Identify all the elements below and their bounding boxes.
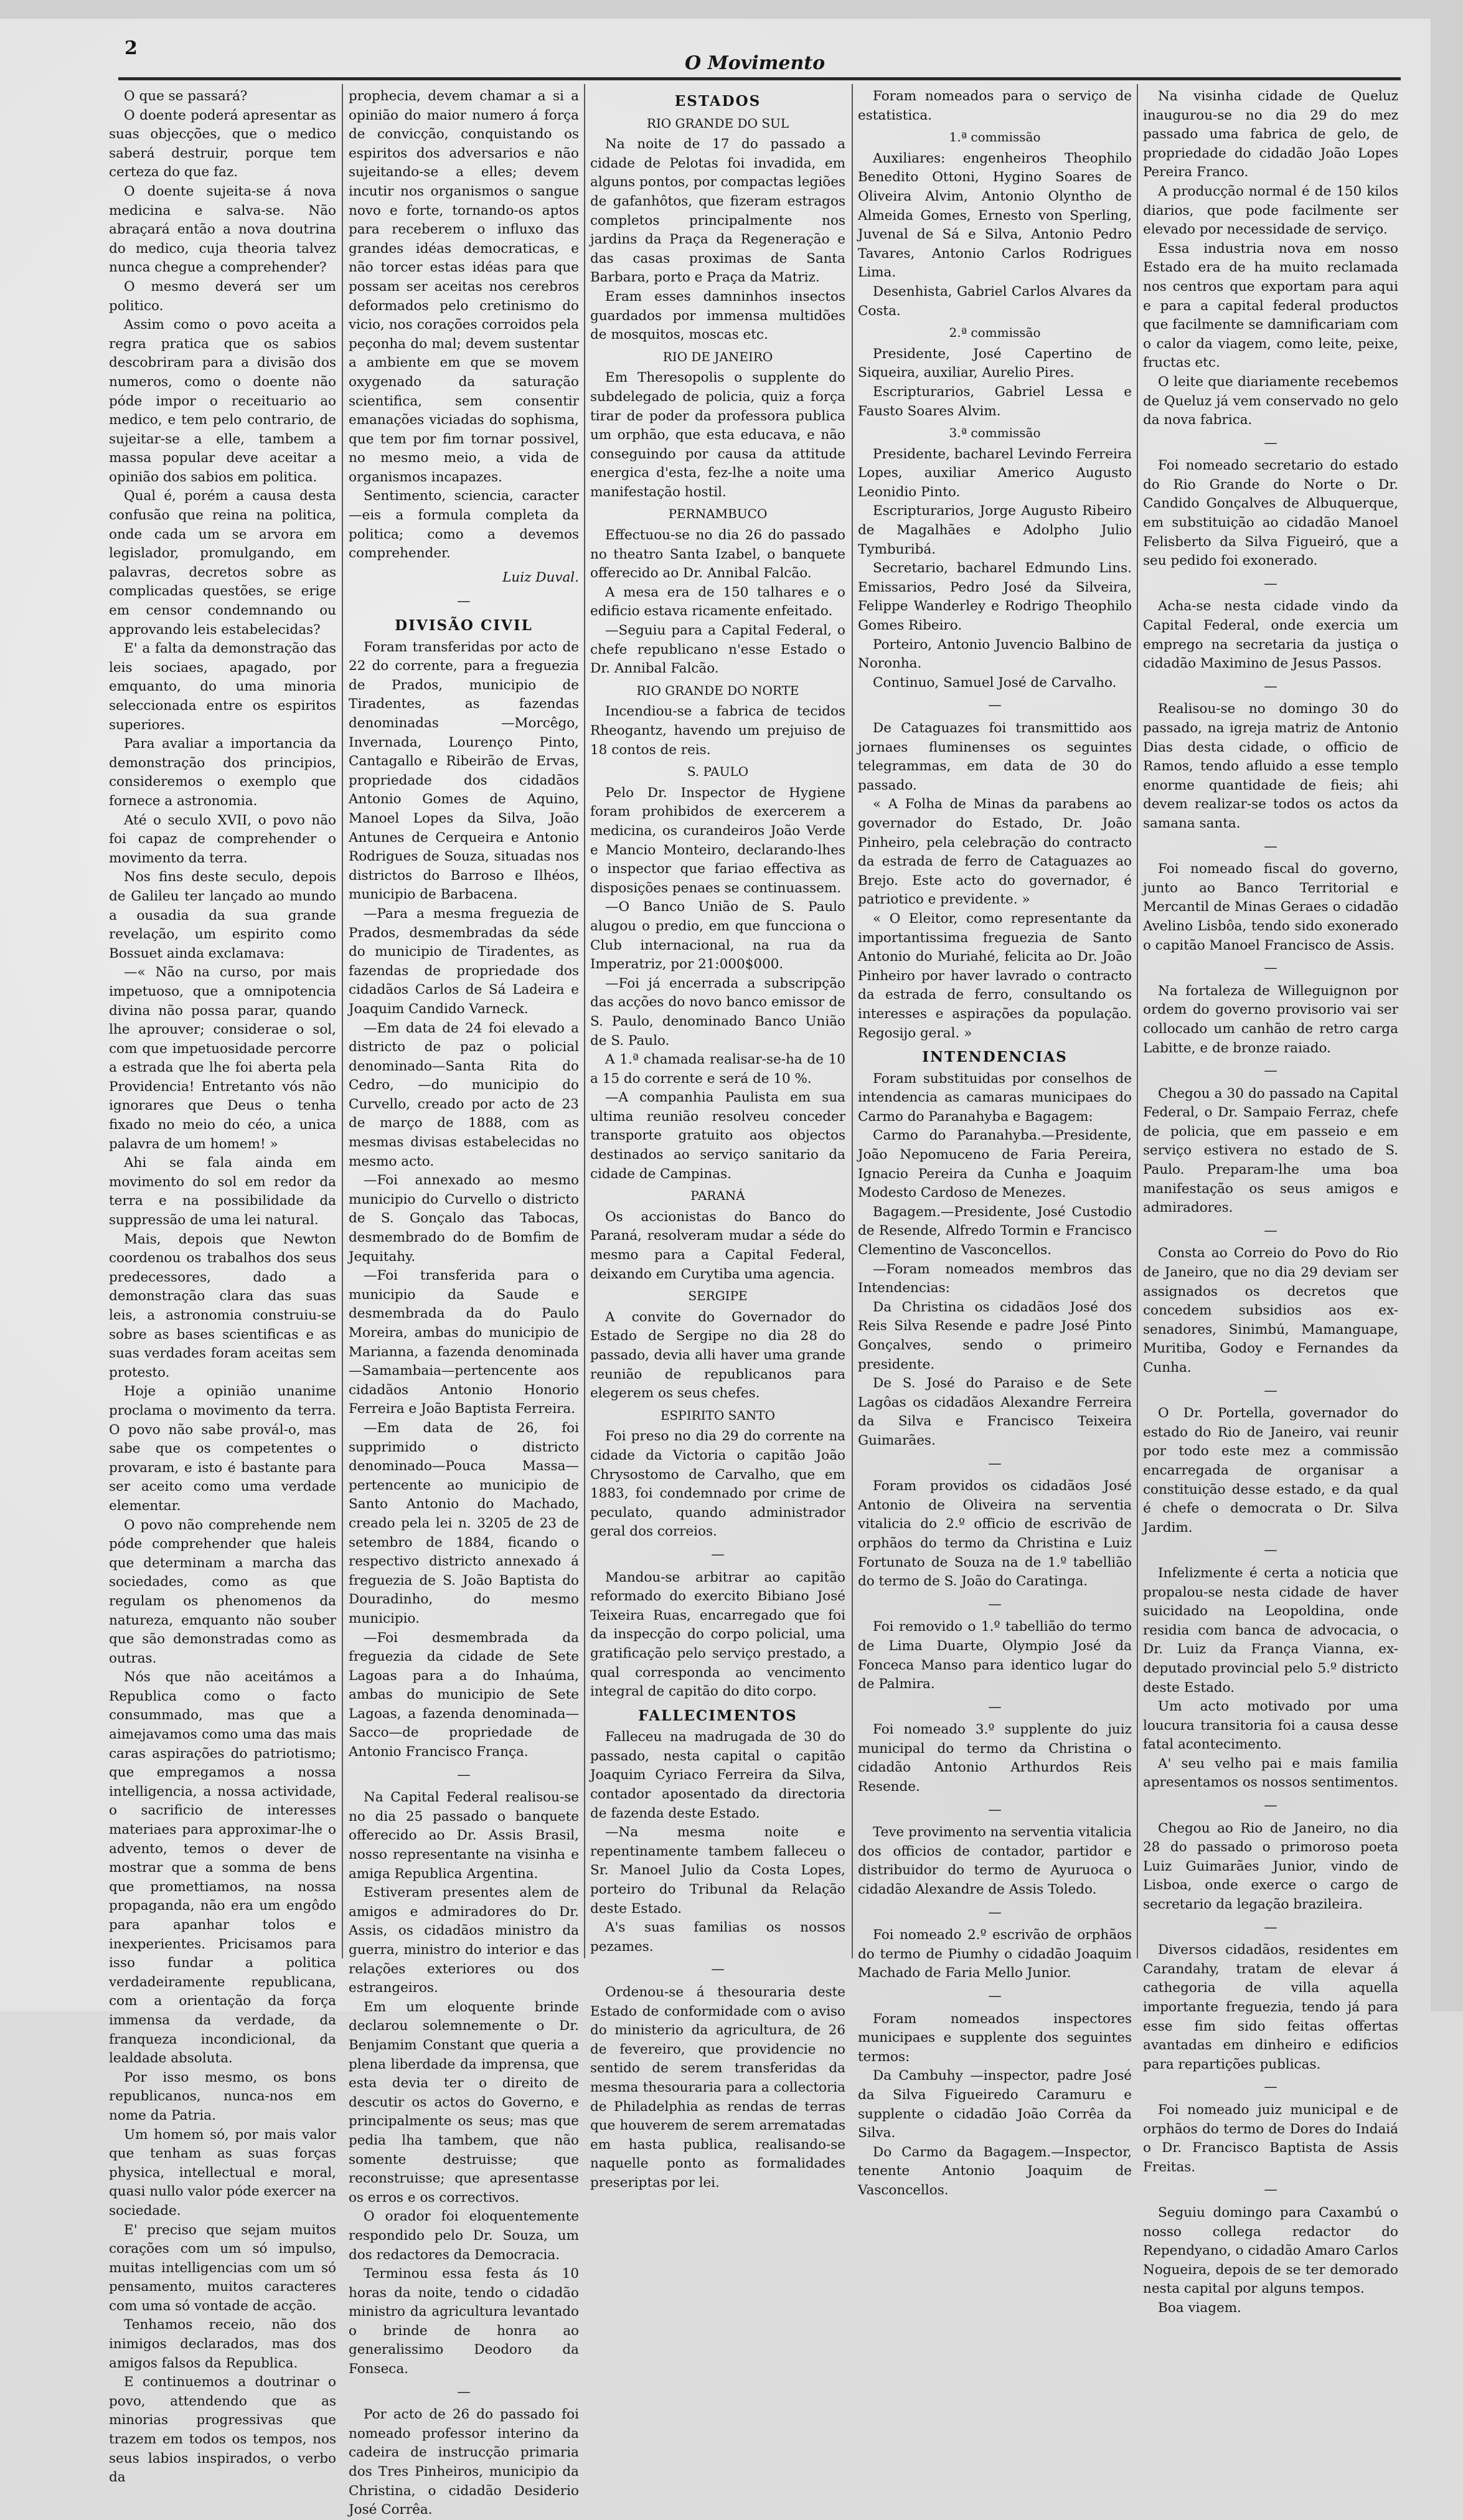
paragraph: Estiveram presentes alem de amigos e admiradores do Dr. Assis, os cidadãos ministro da guerra, ministro do interior e das relações exteriores ou dos estrangeiros.: [349, 1885, 579, 1996]
scan-border-right: [1431, 0, 1463, 2011]
paragraph: Foram nomeados para o serviço de estatistica.: [858, 88, 1132, 123]
separator: —: [711, 1961, 725, 1978]
paragraph: Até o seculo XVII, o povo não foi capaz de comprehender o movimento da terra.: [109, 812, 336, 866]
newspaper-title: O Movimento: [685, 52, 826, 74]
article-column-1: [109, 87, 336, 2486]
paragraph: O doente poderá apresentar as suas objecções, que o medico saberá destruir, porque tem certeza do que faz.: [109, 107, 336, 181]
paragraph: Foi removido o 1.º tabellião do termo de Lima Duarte, Olympio José da Fonceca Manso para identico lugar do de Palmira.: [858, 1619, 1132, 1692]
paragraph: O Dr. Portella, governador do estado do Rio de Janeiro, vai reunir por todo este mez a commissão encarregada de organisar a constituição desse estado, e da qual é chefe o democrata o Dr. Silva Jardim.: [1143, 1405, 1398, 1536]
paragraph: Auxiliares: engenheiros Theophilo Benedito Ottoni, Hygino Soares de Oliveira Alvim, Antonio Olyntho de Almeida Gomes, Ernesto von Sperling, Juvenal de Sá e Silva, Antonio Pedro Tavares, Antonio Carlos Rodrigues Lima.: [858, 150, 1132, 281]
subheading: 2.ª commissão: [949, 325, 1041, 341]
paragraph: Chegou ao Rio de Janeiro, no dia 28 do passado o primoroso poeta Luiz Guimarães Junior, vindo de Lisboa, onde exerce o cargo de secretario da legação brazileira.: [1143, 1820, 1398, 1913]
paragraph: Na noite de 17 do passado a cidade de Pelotas foi invadida, em alguns pontos, por compactas legiões de gafanhôtos, que fizeram estragos completos principalmente nos jardins da Praça da Regeneração e das casas proximas de Santa Barbara, porto e Praça da Matriz.: [590, 136, 845, 286]
paragraph: A 1.ª chamada realisar-se-ha de 10 a 15 do corrente e será de 10 %.: [590, 1052, 845, 1087]
subheading: RIO DE JANEIRO: [662, 349, 773, 364]
column-divider: [852, 84, 853, 1958]
separator: —: [457, 2384, 471, 2400]
paragraph: Foram providos os cidadãos José Antonio de Oliveira na serventia vitalicia do 2.º officio de escrivão de orphãos do termo da Christina e Luiz Fortunato de Souza na de 1.º tabellião do termo de S. João do Caratinga.: [858, 1478, 1132, 1590]
separator: —: [1264, 1542, 1277, 1559]
paragraph: O povo não comprehende nem póde comprehender que haleis que determinam a marcha das sociedades, como as que regulam os phenomenos da natureza, emquanto não souber que são demonstradas como as outras.: [109, 1517, 336, 1666]
paragraph: —Foram nomeados membros das Intendencias:: [858, 1261, 1132, 1296]
paragraph: —A companhia Paulista em sua ultima reunião resolveu conceder transporte gratuito aos objectos destinados ao serviço sanitario da cidade de Campinas.: [590, 1090, 845, 1182]
subheading: PERNAMBUCO: [668, 506, 768, 522]
author-signature: Luiz Duval.: [502, 569, 579, 585]
paragraph: Escripturarios, Gabriel Lessa e Fausto Soares Alvim.: [858, 384, 1132, 419]
article-column-2: [349, 87, 579, 2518]
subheading: PARANÁ: [690, 1188, 745, 1204]
paragraph: Acha-se nesta cidade vindo da Capital Federal, onde exercia um emprego na secretaria da justiça o cidadão Maximino de Jesus Passos.: [1143, 598, 1398, 672]
paragraph: Um homem só, por mais valor que tenham as suas forças physica, intellectual e moral, quasi nullo valor póde exercer na sociedade.: [109, 2126, 336, 2219]
paragraph: A producção normal é de 150 kilos diarios, que pode facilmente ser elevado por necessidade de serviço.: [1143, 183, 1398, 238]
subheading: RIO GRANDE DO NORTE: [636, 682, 799, 698]
paragraph: O orador foi eloquentemente respondido pelo Dr. Souza, um dos redactores da Democracia.: [349, 2209, 579, 2263]
scan-border-top: [0, 0, 1463, 19]
paragraph: Sentimento, sciencia, caracter—eis a formula completa da politica; como a devemos comprehender.: [349, 488, 579, 562]
paragraph: A convite do Governador do Estado de Sergipe no dia 28 do passado, devia alli haver uma grande reunião de republicanos para elegerem os seus chefes.: [590, 1309, 845, 1402]
paragraph: Teve provimento na serventia vitalicia dos officios de contador, partidor e distribuidor do termo de Ayuruoca o cidadão Alexandre de Assis Toledo.: [858, 1824, 1132, 1898]
separator: —: [1264, 435, 1277, 451]
section-heading: FALLECIMENTOS: [638, 1707, 797, 1724]
paragraph: —Foi transferida para o municipio da Saude e desmembrada da do Paulo Moreira, ambas do municipio de Marianna, a fazenda denominada—Samambaia—pertencente aos cidadãos Antonio Honorio Ferreira e João Baptista Ferreira.: [349, 1268, 579, 1417]
paragraph: Em Theresopolis o supplente do subdelegado de policia, quiz a força tirar de poder da professora publica um orphão, que esta educava, e não conseguindo por causa da attitude energica d'esta, fez-lhe a noite uma manifestação hostil.: [590, 370, 845, 500]
paragraph: Um acto motivado por uma loucura transitoria foi a causa desse fatal acontecimento.: [1143, 1699, 1398, 1753]
paragraph: —Seguiu para a Capital Federal, o chefe republicano n'esse Estado o Dr. Annibal Falcão.: [590, 623, 845, 677]
separator: —: [457, 1767, 471, 1783]
paragraph: Desenhista, Gabriel Carlos Alvares da Costa.: [858, 283, 1132, 319]
paragraph: Da Cambuhy —inspector, padre José da Silva Figueiredo Caramuru e supplente o cidadão João Corrêa da Silva.: [858, 2068, 1132, 2141]
paragraph: Na visinha cidade de Queluz inaugurou-se no dia 29 do mez passado uma fabrica de gelo, de propriedade do cidadão João Lopes Pereira Franco.: [1143, 88, 1398, 181]
paragraph: O leite que diariamente recebemos de Queluz já vem conservado no gelo da nova fabrica.: [1143, 374, 1398, 428]
paragraph: Ordenou-se á thesouraria deste Estado de conformidade com o aviso do ministerio da agricultura, de 26 de fevereiro, que providencie no sentido de serem transferidas da mesma thesouraria para a collectoria de Philadelphia as rendas de terras que houverem de serem arrematadas em hasta publica, realisando-se naquelle ponto as formalidades preseriptas por lei.: [590, 1984, 845, 2191]
paragraph: Mandou-se arbitrar ao capitão reformado do exercito Bibiano José Teixeira Ruas, encarregado que foi da inspecção do corpo policial, uma gratificação pelo serviço prestado, a qual corresponda ao vencimento integral de capitão do dito corpo.: [590, 1569, 845, 1700]
subheading: S. PAULO: [687, 764, 749, 780]
subheading: 1.ª commissão: [949, 130, 1041, 145]
paragraph: Chegou a 30 do passado na Capital Federal, o Dr. Sampaio Ferraz, chefe de policia, que em passeio e em serviço estivera no estado de S. Paulo. Preparam-lhe uma boa manifestação os seus amigos e admiradores.: [1143, 1085, 1398, 1216]
paragraph: —« Não na curso, por mais impetuoso, que a omnipotencia divina não possa parar, quando lhe aprouver; considerae o sol, com que impetuosidade percorre a estrada que lhe foi aberta pela Providencia! Entretanto vós não ignorares que Deus o tenha fixado no meio do céo, a unica palavra de um homem! »: [109, 965, 336, 1152]
separator: —: [1264, 575, 1277, 592]
separator: —: [988, 1904, 1002, 1920]
column-divider: [1137, 84, 1138, 1958]
paragraph: Do Carmo da Bagagem.—Inspector, tenente Antonio Joaquim de Vasconcellos.: [858, 2144, 1132, 2198]
paragraph: Bagagem.—Presidente, José Custodio de Resende, Alfredo Tormin e Francisco Clementino de Vasconcellos.: [858, 1204, 1132, 1258]
column-divider: [584, 84, 585, 1958]
separator: —: [1264, 1382, 1277, 1399]
paragraph: Tenhamos receio, não dos inimigos declarados, mas dos amigos falsos da Republica.: [109, 2317, 336, 2371]
paragraph: Carmo do Paranahyba.—Presidente, João Nepomuceno de Faria Pereira, Ignacio Pereira da Cunha e Joaquim Modesto Cardoso de Menezes.: [858, 1128, 1132, 1201]
paragraph: Essa industria nova em nosso Estado era de ha muito reclamada nos centros que exportam para aqui e para a capital federal productos que facilmente se damnificariam com o calor da viagem, como leite, peixe, fructas etc.: [1143, 240, 1398, 371]
paragraph: De S. José do Paraiso e de Sete Lagôas os cidadãos Alexandre Ferreira da Silva e Francisco Teixeira Guimarães.: [858, 1376, 1132, 1448]
separator: —: [988, 697, 1002, 714]
subheading: SERGIPE: [688, 1288, 748, 1304]
separator: —: [988, 1455, 1002, 1471]
paragraph: —Foi já encerrada a subscripção das acções do novo banco emissor de S. Paulo, denominado Banco União de S. Paulo.: [590, 975, 845, 1049]
paragraph: Consta ao Correio do Povo do Rio de Janeiro, que no dia 29 deviam ser assignados os decretos que concedem subsidios aos ex-senadores, Sinimbú, Mamanguape, Muritiba, Godoy e Fernandes da Cunha.: [1143, 1245, 1398, 1376]
subheading: ESPIRITO SANTO: [660, 1407, 776, 1423]
paragraph: « A Folha de Minas da parabens ao governador do Estado, Dr. João Pinheiro, pela celebração do contracto da estrada de ferro de Cataguazes ao Brejo. Este acto do governador, é patriotico e previdente. »: [858, 796, 1132, 908]
section-heading: DIVISÃO CIVIL: [395, 617, 533, 635]
paragraph: Diversos cidadãos, residentes em Carandahy, tratam de elevar á cathegoria de villa aquella importante freguezia, tendo já para esse fim sido feitas offertas avantadas em dinheiro e edificios para repartições publicas.: [1143, 1942, 1398, 2072]
paragraph: Seguiu domingo para Caxambú o nosso collega redactor do Rependyano, o cidadão Amaro Carlos Nogueira, depois de se ter demorado nesta capital por alguns tempos.: [1143, 2204, 1398, 2297]
article-column-5: [1143, 87, 1398, 2316]
paragraph: Infelizmente é certa a noticia que propalou-se nesta cidade de haver suicidado na Leopoldina, onde residia com banca de advocacia, o Dr. Luiz da França Vianna, ex-deputado provincial pelo 5.º districto deste Estado.: [1143, 1565, 1398, 1696]
separator: —: [1264, 1798, 1277, 1814]
paragraph: Escripturarios, Jorge Augusto Ribeiro de Magalhães e Adolpho Julio Tymburibá.: [858, 503, 1132, 557]
paragraph: E continuemos a doutrinar o povo, attendendo que as minorias progressivas que trazem em todos os tempos, nos seus labios inspirados, o verbo da: [109, 2374, 336, 2486]
paragraph: prophecia, devem chamar a si a opinião do maior numero á força de convicção, conquistando os espiritos dos adversarios e não sujeitando-se a elles; devem incutir nos organismos o sangue novo e forte, tornando-os aptos para receberem o influxo das grandes idéas democraticas, e não torcer estas idéas para que possam ser aceitas nos cerebros deformados pelo cretinismo do vicio, nos corações corroidos pela peçonha do mal; devem sustentar a ambiente em que se movem oxygenado da saturação scientifica, sem consentir emanações viciadas do sophisma, que tem por fim tornar possivel, no mesmo meio, a vida de organismos incapazes.: [349, 88, 579, 485]
separator: —: [711, 1546, 725, 1562]
paragraph: Presidente, bacharel Levindo Ferreira Lopes, auxiliar Americo Augusto Leonidio Pinto.: [858, 446, 1132, 500]
paragraph: E' a falta da demonstração das leis sociaes, apagado, por emquanto, do uma minoria seleccionada entre os espiritos superiores.: [109, 641, 336, 733]
paragraph: Hoje a opinião unanime proclama o movimento da terra. O povo não sabe provál-o, mas sabe que os competentes o provaram, e isto é bastante para ser aceito como uma verdade elementar.: [109, 1384, 336, 1514]
separator: —: [1264, 1222, 1277, 1239]
separator: —: [1264, 960, 1277, 976]
paragraph: Eram esses damninhos insectos guardados por immensa multidões de mosquitos, moscas etc.: [590, 288, 845, 343]
paragraph: Assim como o povo aceita a regra pratica que os sabios descobriram para a divisão dos numeros, como o doente não póde impor o receituario ao medico, e tem pelo contrario, de sujeitar-se a elle, tambem a massa popular deve aceitar a opinião dos sabios em politica.: [109, 317, 336, 485]
paragraph: A' seu velho pai e mais familia apresentamos os nossos sentimentos.: [1143, 1755, 1398, 1791]
paragraph: De Cataguazes foi transmittido aos jornaes fluminenses os seguintes telegrammas, em data de 30 do passado.: [858, 720, 1132, 793]
paragraph: —O Banco União de S. Paulo alugou o predio, em que funcciona o Club internacional, na rua da Imperatriz, por 21:000$000.: [590, 899, 845, 973]
paragraph: Os accionistas do Banco do Paraná, resolveram mudar a séde do mesmo para a Capital Federal, deixando em Curytiba uma agencia.: [590, 1209, 845, 1282]
paragraph: Foi nomeado fiscal do governo, junto ao Banco Territorial e Mercantil de Minas Geraes o cidadão Avelino Lisbôa, tendo sido exonerado o capitão Manoel Francisco de Assis.: [1143, 861, 1398, 953]
separator: —: [988, 1699, 1002, 1715]
separator: —: [988, 1596, 1002, 1612]
paragraph: Foram nomeados inspectores municipaes e supplente dos seguintes termos:: [858, 2011, 1132, 2065]
paragraph: E' preciso que sejam muitos corações com um só impulso, muitas intelligencias com um só pensamento, muitos caracteres com uma só vontade de acção.: [109, 2222, 336, 2314]
paragraph: —Para a mesma freguezia de Prados, desmembradas da séde do municipio de Tiradentes, as fazendas de propriedade dos cidadãos Carlos de Sá Ladeira e Joaquim Candido Varneck.: [349, 905, 579, 1017]
paragraph: Qual é, porém a causa desta confusão que reina na politica, onde cada um se arvora em legislador, promulgando, em palavras, decretos sobre as complicadas questões, se erige em censor condemnando ou approvando leis estabelecidas?: [109, 488, 336, 638]
paragraph: Na Capital Federal realisou-se no dia 25 passado o banquete offerecido ao Dr. Assis Brasil, nosso representante na visinha e amiga Republica Argentina.: [349, 1790, 579, 1882]
paragraph: —Em data de 26, foi supprimido o districto denominado—Pouca Massa—pertencente ao municipio de Santo Antonio do Machado, creado pela lei n. 3205 de 23 de setembro de 1884, ficando o respectivo districto annexado á freguezia de S. João Baptista do Douradinho, do mesmo municipio.: [349, 1420, 579, 1626]
paragraph: A's suas familias os nossos pezames.: [590, 1920, 845, 1955]
separator: —: [457, 593, 471, 610]
paragraph: Boa viagem.: [1158, 2300, 1241, 2316]
separator: —: [1264, 2079, 1277, 2095]
paragraph: O mesmo deverá ser um politico.: [109, 278, 336, 314]
paragraph: —Na mesma noite e repentinamente tambem falleceu o Sr. Manoel Julio da Costa Lopes, porteiro do Tribunal da Relação deste Estado.: [590, 1824, 845, 1917]
article-column-4: [858, 87, 1132, 2198]
section-heading: ESTADOS: [674, 93, 761, 110]
paragraph: Presidente, José Capertino de Siqueira, auxiliar, Aurelio Pires.: [858, 346, 1132, 381]
paragraph: Effectuou-se no dia 26 do passado no theatro Santa Izabel, o banquete offerecido ao Dr. Annibal Falcão.: [590, 527, 845, 582]
separator: —: [988, 1988, 1002, 2004]
paragraph: —Foi desmembrada da freguezia da cidade de Sete Lagoas para a do Inhaúma, ambas do municipio de Sete Lagoas, a fazenda denominada—Sacco—de propriedade de Antonio Francisco França.: [349, 1630, 579, 1760]
subheading: 3.ª commissão: [949, 425, 1041, 441]
article-column-3: [590, 87, 845, 2191]
separator: —: [1264, 678, 1277, 694]
paragraph: Terminou essa festa ás 10 horas da noite, tendo o cidadão ministro da agricultura levantado o brinde de honra ao generalissimo Deodoro da Fonseca.: [349, 2266, 579, 2377]
separator: —: [1264, 1919, 1277, 1935]
separator: —: [1264, 1063, 1277, 1079]
paragraph: Continuo, Samuel José de Carvalho.: [873, 674, 1117, 691]
subheading: RIO GRANDE DO SUL: [646, 115, 789, 131]
paragraph: Mais, depois que Newton coordenou os trabalhos dos seus predecessores, dado a demonstração clara das suas leis, a astronomia construiu-se sobre as bases scientificas e as suas verdades foram aceitas sem protesto.: [109, 1231, 336, 1380]
paragraph: Nos fins deste seculo, depois de Galileu ter lançado ao mundo a ousadia da sua grande revelação, um espirito como Bossuet ainda exclamava:: [109, 869, 336, 961]
paragraph: —Em data de 24 foi elevado a districto de paz o policial denominado—Santa Rita do Cedro, —do municipio do Curvello, creado por acto de 23 de março de 1888, com as mesmas divisas estabelecidas no mesmo acto.: [349, 1020, 579, 1169]
paragraph: « O Eleitor, como representante da importantissima freguezia de Santo Antonio do Muriahé, felicita ao Dr. João Pinheiro por haver lavrado o contracto da estrada de ferro, consultando os interesses e aspirações da população. Regosijo geral. »: [858, 910, 1132, 1041]
paragraph: Falleceu na madrugada de 30 do passado, nesta capital o capitão Joaquim Cyriaco Ferreira da Silva, contador aposentado da directoria de fazenda deste Estado.: [590, 1729, 845, 1821]
paragraph: Nós que não aceitámos a Republica como o facto consummado, mas que a aimejavamos como uma das mais caras aspirações do patriotismo; que empregamos a nossa intelligencia, a nossa actividade, o sacrificio de interesses materiaes para approximar-lhe o advento, temos o dever de mostrar que a somma de bens que promettiamos, na nossa propaganda, não era um engôdo para apanhar tolos e inexperientes. Pricisamos para isso fundar a politica verdadeiramente republicana, com a orientação da força immensa da verdade, da franqueza incondicional, da lealdade absoluta.: [109, 1669, 336, 2067]
section-heading: INTENDENCIAS: [922, 1049, 1068, 1066]
paragraph: O doente sujeita-se á nova medicina e salva-se. Não abraçará então a nova doutrina do medico, cuja theoria talvez nunca chegue a comprehender?: [109, 183, 336, 276]
paragraph: Realisou-se no domingo 30 do passado, na igreja matriz de Antonio Dias desta cidade, o officio de Ramos, tendo afluido a esse templo enorme quantidade de fieis; ahi devem realizar-se todos os actos da samana santa.: [1143, 701, 1398, 831]
paragraph: Secretario, bacharel Edmundo Lins. Emissarios, Pedro José da Silveira, Felippe Wanderley e Rodrigo Theophilo Gomes Ribeiro.: [858, 560, 1132, 634]
separator: —: [1264, 838, 1277, 854]
paragraph: Foi nomeado juiz municipal e de orphãos do termo de Dores do Indaiá o Dr. Francisco Baptista de Assis Freitas.: [1143, 2102, 1398, 2175]
paragraph: Da Christina os cidadãos José dos Reis Silva Resende e padre José Pinto Gonçalves, sendo o primeiro presidente.: [858, 1299, 1132, 1372]
paragraph: Porteiro, Antonio Juvencio Balbino de Noronha.: [858, 636, 1132, 672]
paragraph: Foram transferidas por acto de 22 do corrente, para a freguezia de Prados, municipio de Tiradentes, as fazendas denominadas —Morcêgo, Invernada, Lourenço Pinto, Cantagallo e Ribeirão de Ervas, propriedade dos cidadãos Antonio Gomes de Aquino, Manoel Lopes da Silva, João Antunes de Cerqueira e Antonio Rodrigues de Souza, situadas nos districtos do Barroso e Ilhéos, municipio de Barbacena.: [349, 639, 579, 903]
paragraph: Ahi se fala ainda em movimento do sol em redor da terra e na possibilidade da suppressão de uma lei natural.: [109, 1155, 336, 1229]
paragraph: A mesa era de 150 talhares e o edificio estava ricamente enfeitado.: [590, 584, 845, 620]
column-divider: [342, 84, 343, 1958]
paragraph: O que se passará?: [124, 88, 248, 104]
paragraph: Para avaliar a importancia da demonstração dos principios, consideremos o exemplo que fornece a astronomia.: [109, 736, 336, 809]
paragraph: Foi nomeado 3.º supplente do juiz municipal do termo da Christina o cidadão Antonio Arthurdos Reis Resende.: [858, 1722, 1132, 1795]
header-rule: [118, 77, 1401, 80]
paragraph: Por acto de 26 do passado foi nomeado professor interino da cadeira de instrucção primaria dos Tres Pinheiros, municipio da Christina, o cidadão Desiderio José Corrêa.: [349, 2407, 579, 2518]
paragraph: Foi preso no dia 29 do corrente na cidade da Victoria o capitão João Chrysostomo de Carvalho, que em 1883, foi condemnado por crime de peculato, quando administrador geral dos correios.: [590, 1428, 845, 1540]
page-number: 2: [125, 37, 138, 59]
paragraph: Foi nomeado 2.º escrivão de orphãos do termo de Piumhy o cidadão Joaquim Machado de Faria Mello Junior.: [858, 1927, 1132, 1981]
paragraph: Em um eloquente brinde declarou solemnemente o Dr. Benjamim Constant que queria a plena liberdade da imprensa, que esta devia ter o direito de descutir os actos do Governo, e principalmente os seus; mas que pedia lha tambem, que não somente destruisse; que reconstruisse; que apresentasse os erros e os correctivos.: [349, 1999, 579, 2206]
paragraph: Incendiou-se a fabrica de tecidos Rheogantz, havendo um prejuiso de 18 contos de reis.: [590, 704, 845, 758]
paragraph: Foi nomeado secretario do estado do Rio Grande do Norte o Dr. Candido Gonçalves de Albuquerque, em substituição ao cidadão Manoel Felisberto da Silva Figueiró, que a seu pedido foi exonerado.: [1143, 458, 1398, 569]
separator: —: [1264, 2182, 1277, 2198]
paragraph: —Foi annexado ao mesmo municipio do Curvello o districto de S. Gonçalo das Tabocas, desmembrado do de Bomfim de Jequitahy.: [349, 1173, 579, 1265]
separator: —: [988, 1801, 1002, 1818]
paragraph: Pelo Dr. Inspector de Hygiene foram prohibidos de exercerem a medicina, os curandeiros João Verde e Mancio Monteiro, declarando-lhes o inspector que fariao effectiva as disposições penaes se continuassem.: [590, 785, 845, 896]
paragraph: Foram substituidas por conselhos de intendencia as camaras municipaes do Carmo do Paranahyba e Bagagem:: [858, 1070, 1132, 1125]
paragraph: Por isso mesmo, os bons republicanos, nunca-nos em nome da Patria.: [109, 2069, 336, 2123]
paragraph: Na fortaleza de Willeguignon por ordem do governo provisorio vai ser collocado um canhão de retro carga Labitte, e de bronze raiado.: [1143, 983, 1398, 1056]
